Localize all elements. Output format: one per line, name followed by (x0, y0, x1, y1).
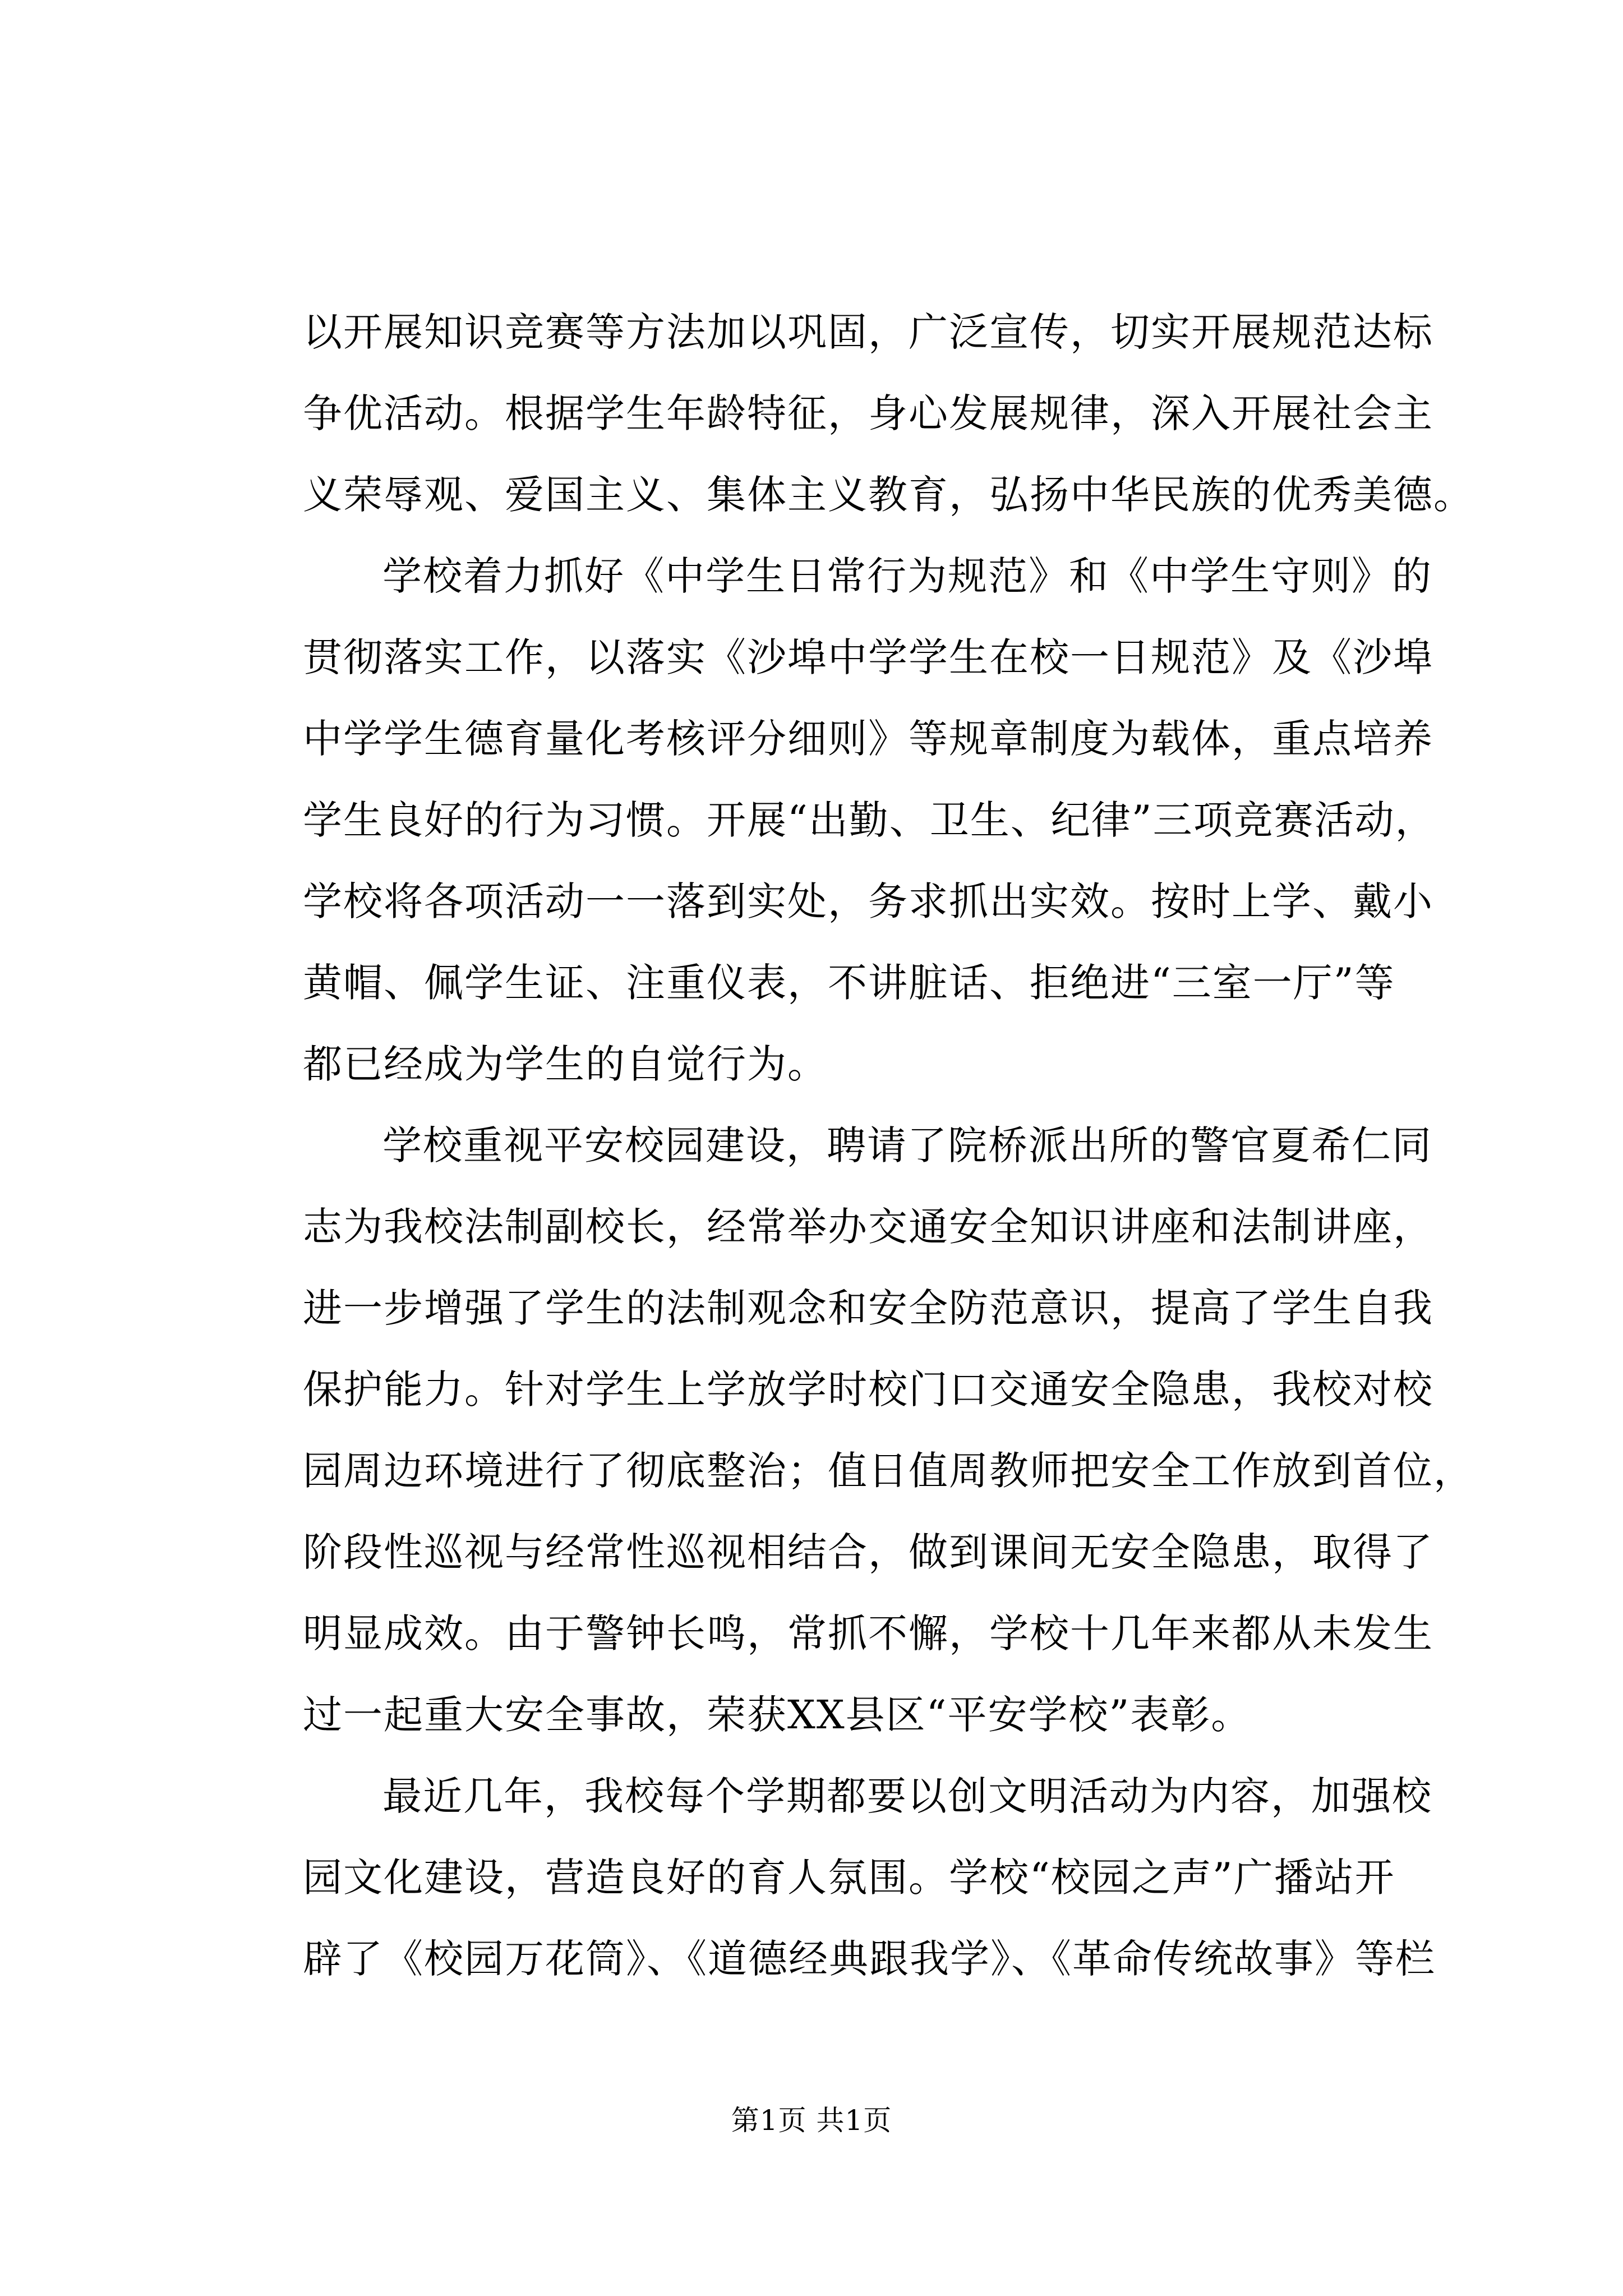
text-line: 园文化建设，营造良好的育人氛围。学校“校园之声”广播站开 (303, 1855, 1395, 1901)
text-line: 保护能力。针对学生上学放学时校门口交通安全隐患，我校对校 (303, 1366, 1433, 1412)
text-line: 以开展知识竞赛等方法加以巩固，广泛宣传，切实开展规范达标 (303, 309, 1433, 355)
text-line: 学生良好的行为习惯。开展“出勤、卫生、纪律”三项竞赛活动， (303, 797, 1436, 843)
text-line: 中学学生德育量化考核评分细则》等规章制度为载体，重点培养 (303, 716, 1433, 762)
text-line: 学校将各项活动一一落到实处，务求抓出实效。按时上学、戴小 (303, 878, 1433, 924)
text-line: 园周边环境进行了彻底整治；值日值周教师把安全工作放到首位， (303, 1448, 1474, 1494)
text-line: 都已经成为学生的自觉行为。 (303, 1041, 828, 1087)
body-text (303, 292, 1474, 2000)
text-line: 明显成效。由于警钟长鸣，常抓不懈，学校十几年来都从未发生 (303, 1611, 1433, 1657)
text-line: 学校重视平安校园建设，聘请了院桥派出所的警官夏希仁同 (382, 1122, 1432, 1168)
text-line: 黄帽、佩学生证、注重仪表，不讲脏话、拒绝进“三室一厅”等 (303, 960, 1395, 1006)
text-line: 辟了《校园万花筒》、《道德经典跟我学》、《革命传统故事》等栏 (303, 1936, 1436, 1982)
text-line: 过一起重大安全事故，荣获XX县区“平安学校”表彰。 (303, 1692, 1252, 1738)
text-line: 贯彻落实工作，以落实《沙埠中学学生在校一日规范》及《沙埠 (303, 634, 1433, 680)
text-line: 义荣辱观、爱国主义、集体主义教育，弘扬中华民族的优秀美德。 (303, 472, 1474, 518)
text-line: 最近几年，我校每个学期都要以创文明活动为内容，加强校 (382, 1773, 1432, 1819)
page-number-footer: 第1页 共1页 (731, 2104, 892, 2137)
text-line: 进一步增强了学生的法制观念和安全防范意识，提高了学生自我 (303, 1285, 1433, 1331)
text-line: 学校着力抓好《中学生日常行为规范》和《中学生守则》的 (382, 553, 1432, 599)
text-line: 争优活动。根据学生年龄特征，身心发展规律，深入开展社会主 (303, 390, 1433, 436)
text-line: 志为我校法制副校长，经常举办交通安全知识讲座和法制讲座， (303, 1204, 1433, 1250)
text-line: 阶段性巡视与经常性巡视相结合，做到课间无安全隐患，取得了 (303, 1529, 1433, 1575)
